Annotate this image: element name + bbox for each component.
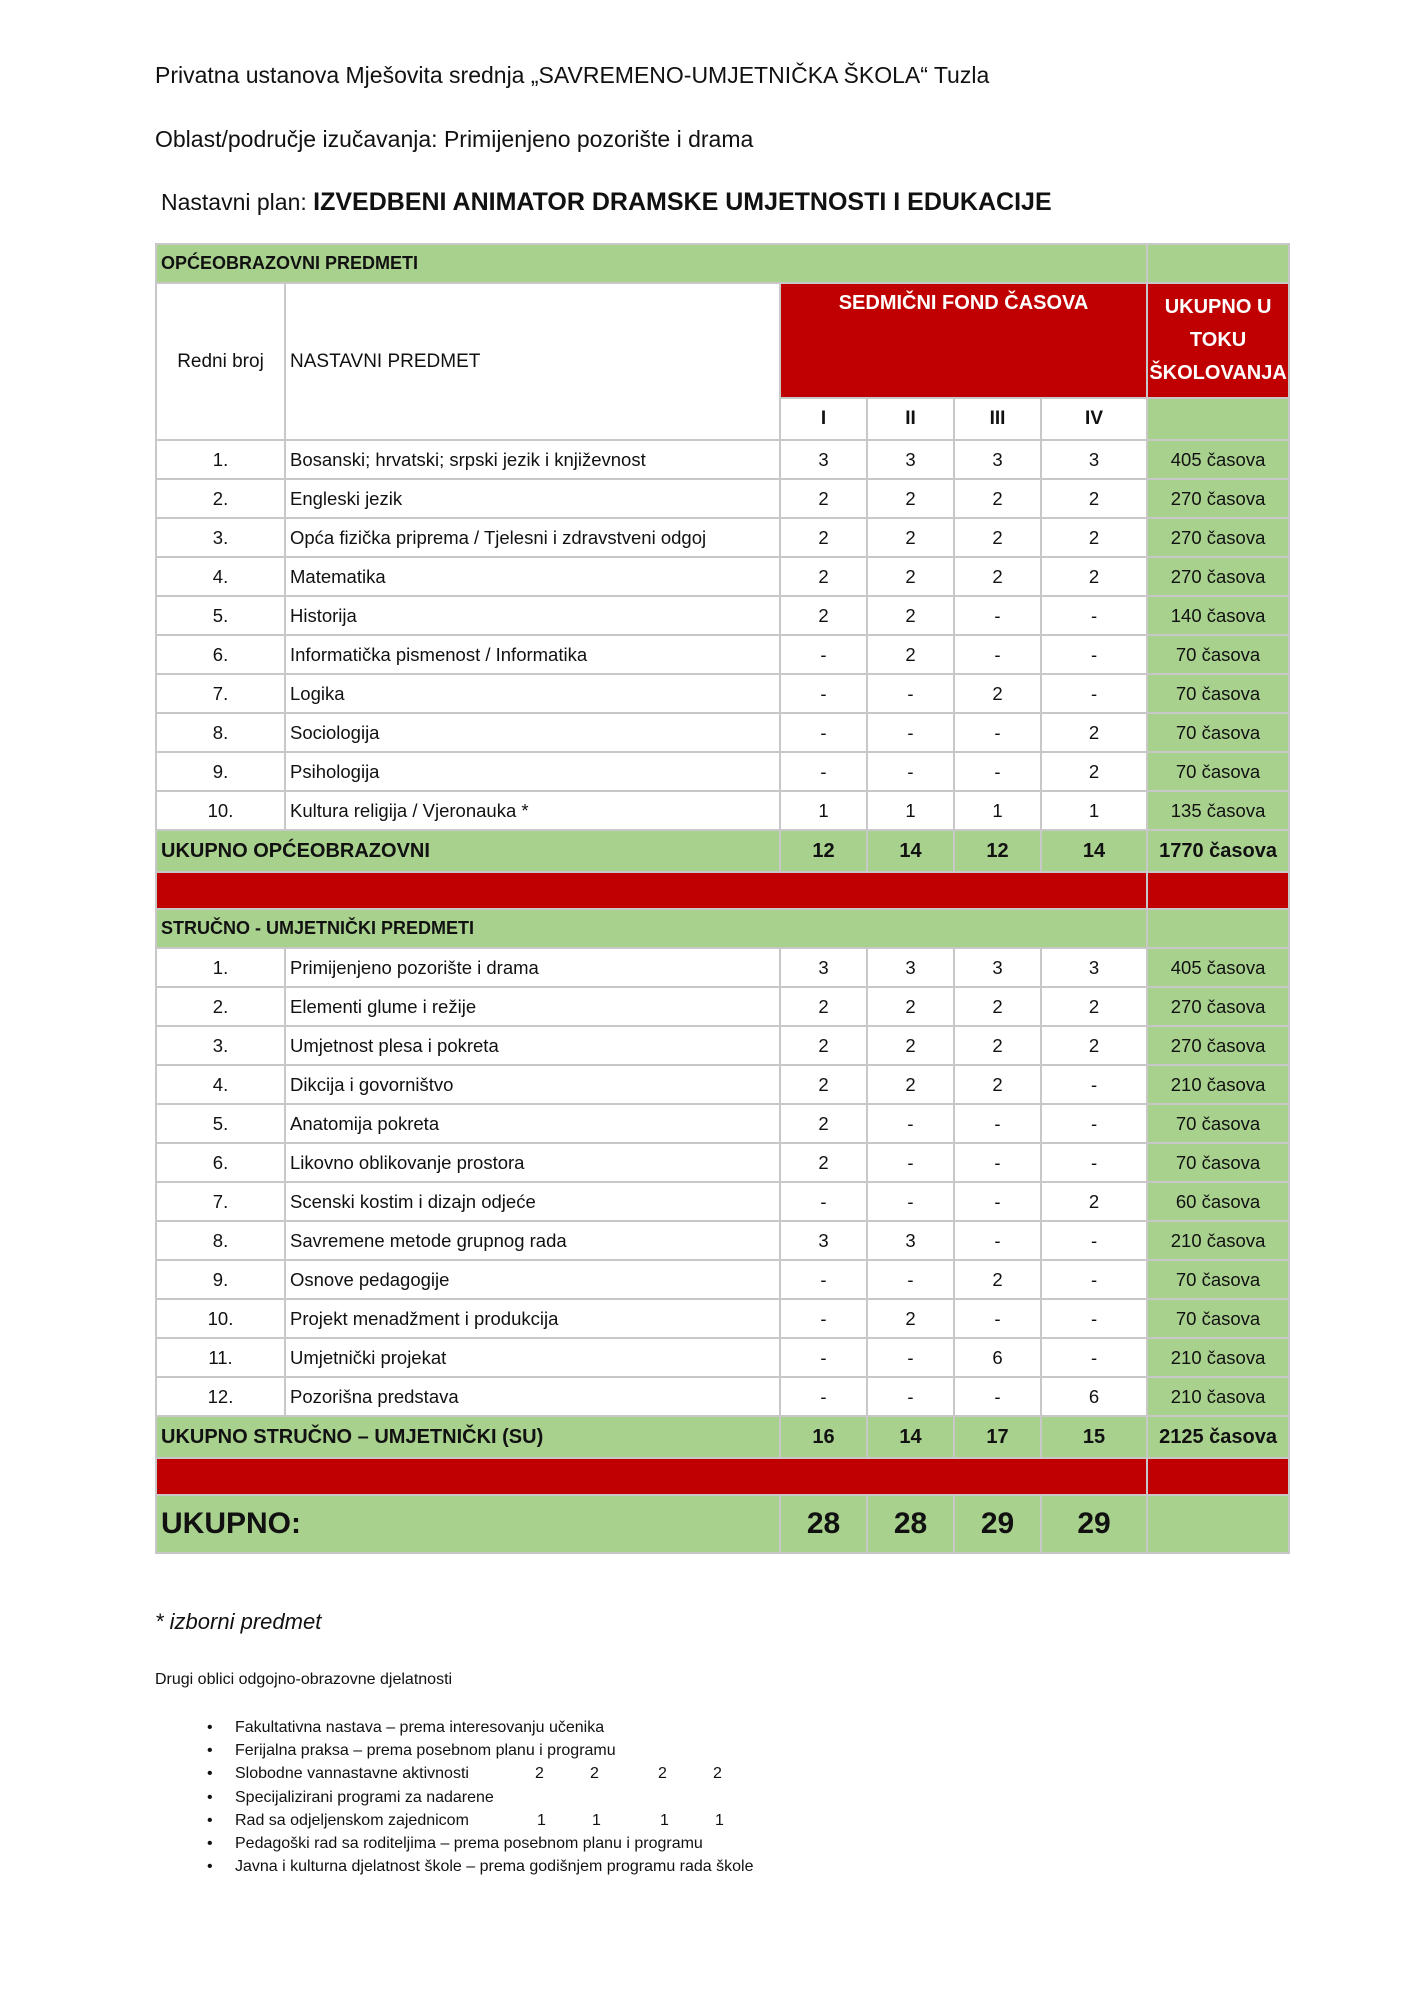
- year-2-hours: -: [867, 1143, 954, 1182]
- row-number: 8.: [156, 713, 285, 752]
- total-hours: 60 časova: [1147, 1182, 1289, 1221]
- other-activity-item: [205, 1739, 754, 1762]
- table-row: [156, 791, 1289, 830]
- year-3-hours: 2: [954, 674, 1041, 713]
- table-row: [156, 518, 1289, 557]
- table-row: [156, 713, 1289, 752]
- subject-name: Psihologija: [285, 752, 780, 791]
- total-hours: 210 časova: [1147, 1221, 1289, 1260]
- total-hours: 405 časova: [1147, 440, 1289, 479]
- year-3-hours: -: [954, 1104, 1041, 1143]
- year-3-hours: -: [954, 596, 1041, 635]
- other-activities-list: [205, 1716, 754, 1878]
- red-divider-2: [156, 1458, 1289, 1495]
- table-row: [156, 1065, 1289, 1104]
- row-number: 6.: [156, 635, 285, 674]
- subject-name: Scenski kostim i dizajn odjeće: [285, 1182, 780, 1221]
- sum-total: 1770 časova: [1147, 830, 1289, 872]
- row-number: 10.: [156, 1299, 285, 1338]
- year-3-hours: -: [954, 1143, 1041, 1182]
- total-hours: 270 časova: [1147, 1026, 1289, 1065]
- year-4-hours: -: [1041, 596, 1147, 635]
- total-hours: 270 časova: [1147, 518, 1289, 557]
- year-4-hours: 2: [1041, 752, 1147, 791]
- row-number: 4.: [156, 557, 285, 596]
- column-header-row: [156, 283, 1289, 398]
- year-4-hours: -: [1041, 1143, 1147, 1182]
- row-number: 3.: [156, 518, 285, 557]
- year-2-hours: 3: [867, 948, 954, 987]
- year-2-hours: -: [867, 752, 954, 791]
- total-hours: 70 časova: [1147, 1299, 1289, 1338]
- grand-total-row: [156, 1495, 1289, 1553]
- year-2-hours: 2: [867, 596, 954, 635]
- sum-year-1: 12: [780, 830, 867, 872]
- year-1-hours: -: [780, 1338, 867, 1377]
- year-3-hours: -: [954, 1299, 1041, 1338]
- row-number: 6.: [156, 1143, 285, 1182]
- plan-title: IZVEDBENI ANIMATOR DRAMSKE UMJETNOSTI I EDUKACIJE: [313, 188, 1052, 216]
- sum-year-3: 29: [954, 1495, 1041, 1553]
- sum-total: [1147, 1495, 1289, 1553]
- row-number: 11.: [156, 1338, 285, 1377]
- other-activity-item: [205, 1832, 754, 1855]
- year-1-hours: -: [780, 1377, 867, 1416]
- footnote-elective: * izborni predmet: [155, 1609, 322, 1634]
- sum-year-4: 15: [1041, 1416, 1147, 1458]
- table-row: [156, 557, 1289, 596]
- year-3-hours: -: [954, 1182, 1041, 1221]
- field-of-study: Oblast/područje izučavanja: Primijenjeno pozorište i drama: [155, 126, 754, 152]
- year-header-4: IV: [1041, 398, 1147, 440]
- table-row: [156, 752, 1289, 791]
- subject-name: Elementi glume i režije: [285, 987, 780, 1026]
- row-number: 2.: [156, 479, 285, 518]
- total-hours: 70 časova: [1147, 713, 1289, 752]
- col-header-total: UKUPNO U TOKU ŠKOLOVANJA: [1147, 283, 1289, 398]
- subject-name: Engleski jezik: [285, 479, 780, 518]
- subject-name: Sociologija: [285, 713, 780, 752]
- year-2-hours: -: [867, 674, 954, 713]
- total-hours: 70 časova: [1147, 1260, 1289, 1299]
- subject-name: Bosanski; hrvatski; srpski jezik i književnost: [285, 440, 780, 479]
- section-title-art: STRUČNO - UMJETNIČKI PREDMETI: [156, 909, 1147, 948]
- activity-text: Specijalizirani programi za nadarene: [235, 1788, 494, 1806]
- year-1-hours: -: [780, 1260, 867, 1299]
- year-1-hours: 2: [780, 518, 867, 557]
- table-row: [156, 1299, 1289, 1338]
- art-subtotal-row: [156, 1416, 1289, 1458]
- year-3-hours: -: [954, 635, 1041, 674]
- year-4-hours: 1: [1041, 791, 1147, 830]
- curriculum-table: [155, 243, 1290, 1554]
- year-1-hours: -: [780, 1299, 867, 1338]
- subject-name: Kultura religija / Vjeronauka *: [285, 791, 780, 830]
- subject-name: Anatomija pokreta: [285, 1104, 780, 1143]
- total-hours: 135 časova: [1147, 791, 1289, 830]
- year-3-hours: 2: [954, 987, 1041, 1026]
- institution-title: Privatna ustanova Mješovita srednja „SAVREMENO-UMJETNIČKA ŠKOLA“ Tuzla: [155, 62, 990, 88]
- year-1-hours: -: [780, 635, 867, 674]
- sum-year-3: 17: [954, 1416, 1041, 1458]
- table-row: [156, 1104, 1289, 1143]
- year-2-hours: 1: [867, 791, 954, 830]
- sum-label: UKUPNO OPĆEOBRAZOVNI: [156, 830, 780, 872]
- red-divider-1: [156, 872, 1289, 909]
- table-row: [156, 948, 1289, 987]
- year-4-hours: 2: [1041, 479, 1147, 518]
- subject-name: Savremene metode grupnog rada: [285, 1221, 780, 1260]
- subject-name: Dikcija i govorništvo: [285, 1065, 780, 1104]
- year-3-hours: -: [954, 1377, 1041, 1416]
- year-2-hours: -: [867, 1260, 954, 1299]
- year-4-hours: -: [1041, 1338, 1147, 1377]
- section-header-general: [156, 244, 1289, 283]
- other-activities-title: Drugi oblici odgojno-obrazovne djelatnosti: [155, 1671, 453, 1688]
- year-3-hours: 2: [954, 479, 1041, 518]
- sum-year-2: 14: [867, 1416, 954, 1458]
- activity-text: Javna i kulturna djelatnost škole – prema godišnjem programu rada škole: [235, 1858, 754, 1876]
- total-hours: 270 časova: [1147, 557, 1289, 596]
- subject-name: Historija: [285, 596, 780, 635]
- total-hours: 210 časova: [1147, 1338, 1289, 1377]
- subject-name: Projekt menadžment i produkcija: [285, 1299, 780, 1338]
- row-number: 5.: [156, 596, 285, 635]
- total-hours: 70 časova: [1147, 1104, 1289, 1143]
- year-3-hours: 2: [954, 1026, 1041, 1065]
- year-1-hours: 2: [780, 1026, 867, 1065]
- year-2-hours: 2: [867, 1026, 954, 1065]
- year-1-hours: -: [780, 713, 867, 752]
- year-4-hours: -: [1041, 1260, 1147, 1299]
- year-4-hours: -: [1041, 1299, 1147, 1338]
- total-hours: 70 časova: [1147, 635, 1289, 674]
- year-4-hours: 6: [1041, 1377, 1147, 1416]
- plan-heading: [161, 188, 1052, 217]
- sum-total: 2125 časova: [1147, 1416, 1289, 1458]
- table-row: [156, 1260, 1289, 1299]
- year-2-hours: 2: [867, 479, 954, 518]
- year-4-hours: 2: [1041, 1026, 1147, 1065]
- year-3-hours: 3: [954, 948, 1041, 987]
- total-hours: 210 časova: [1147, 1065, 1289, 1104]
- year-1-hours: 1: [780, 791, 867, 830]
- sum-year-1: 28: [780, 1495, 867, 1553]
- year-2-hours: -: [867, 1338, 954, 1377]
- year-3-hours: 3: [954, 440, 1041, 479]
- year-4-hours: 2: [1041, 557, 1147, 596]
- year-4-hours: 2: [1041, 518, 1147, 557]
- year-1-hours: 3: [780, 1221, 867, 1260]
- table-row: [156, 1377, 1289, 1416]
- year-1-hours: -: [780, 752, 867, 791]
- year-2-hours: 2: [867, 1065, 954, 1104]
- subject-name: Umjetnost plesa i pokreta: [285, 1026, 780, 1065]
- year-4-hours: -: [1041, 1221, 1147, 1260]
- subject-name: Osnove pedagogije: [285, 1260, 780, 1299]
- other-activity-item: • Rad sa odjeljenskom zajednicom 1 1 1 1: [205, 1809, 754, 1832]
- sum-year-2: 14: [867, 830, 954, 872]
- row-number: 12.: [156, 1377, 285, 1416]
- sum-year-4: 29: [1041, 1495, 1147, 1553]
- table-row: [156, 1221, 1289, 1260]
- table-row: [156, 596, 1289, 635]
- year-1-hours: 2: [780, 987, 867, 1026]
- other-activity-item: • Slobodne vannastavne aktivnosti 2 2 2 2: [205, 1762, 754, 1785]
- subject-name: Matematika: [285, 557, 780, 596]
- year-4-hours: -: [1041, 635, 1147, 674]
- table-row: [156, 987, 1289, 1026]
- sum-label: UKUPNO:: [156, 1495, 780, 1553]
- year-header-3: III: [954, 398, 1041, 440]
- year-3-hours: 2: [954, 1260, 1041, 1299]
- year-2-hours: -: [867, 1377, 954, 1416]
- year-3-hours: -: [954, 752, 1041, 791]
- year-2-hours: 2: [867, 1299, 954, 1338]
- activity-text: Fakultativna nastava – prema interesovanju učenika: [235, 1719, 605, 1736]
- year-2-hours: -: [867, 1104, 954, 1143]
- other-activity-item: [205, 1786, 754, 1809]
- year-3-hours: -: [954, 1221, 1041, 1260]
- year-3-hours: 2: [954, 1065, 1041, 1104]
- total-hours: 140 časova: [1147, 596, 1289, 635]
- table-row: [156, 1026, 1289, 1065]
- row-number: 2.: [156, 987, 285, 1026]
- year-4-hours: 2: [1041, 987, 1147, 1026]
- col-header-number: Redni broj: [156, 283, 285, 440]
- sum-year-3: 12: [954, 830, 1041, 872]
- table-row: [156, 440, 1289, 479]
- total-hours: 70 časova: [1147, 674, 1289, 713]
- year-4-hours: -: [1041, 1104, 1147, 1143]
- table-row: [156, 674, 1289, 713]
- row-number: 7.: [156, 674, 285, 713]
- col-header-weekly: SEDMIČNI FOND ČASOVA: [780, 283, 1147, 398]
- plan-label: Nastavni plan:: [161, 189, 314, 215]
- year-3-hours: 2: [954, 557, 1041, 596]
- subject-name: Logika: [285, 674, 780, 713]
- year-4-hours: 3: [1041, 440, 1147, 479]
- year-2-hours: 2: [867, 987, 954, 1026]
- table-row: [156, 1338, 1289, 1377]
- year-2-hours: 2: [867, 518, 954, 557]
- total-hours: 210 časova: [1147, 1377, 1289, 1416]
- row-number: 10.: [156, 791, 285, 830]
- year-4-hours: 3: [1041, 948, 1147, 987]
- total-hours: 405 časova: [1147, 948, 1289, 987]
- subject-name: Informatička pismenost / Informatika: [285, 635, 780, 674]
- year-2-hours: -: [867, 713, 954, 752]
- year-2-hours: 2: [867, 635, 954, 674]
- subject-name: Pozorišna predstava: [285, 1377, 780, 1416]
- year-2-hours: 2: [867, 557, 954, 596]
- year-2-hours: -: [867, 1182, 954, 1221]
- table-row: [156, 1182, 1289, 1221]
- col-header-subject: NASTAVNI PREDMET: [285, 283, 780, 440]
- table-row: [156, 479, 1289, 518]
- activity-text: Ferijalna praksa – prema posebnom planu i programu: [235, 1742, 616, 1760]
- sum-year-1: 16: [780, 1416, 867, 1458]
- year-3-hours: 1: [954, 791, 1041, 830]
- section-header-art: [156, 909, 1289, 948]
- year-1-hours: 2: [780, 1104, 867, 1143]
- year-3-hours: -: [954, 713, 1041, 752]
- year-1-hours: 2: [780, 1143, 867, 1182]
- subject-name: Primijenjeno pozorište i drama: [285, 948, 780, 987]
- activity-text: Pedagoški rad sa roditeljima – prema posebnom planu i programu: [235, 1835, 703, 1853]
- year-2-hours: 3: [867, 1221, 954, 1260]
- table-row: [156, 1143, 1289, 1182]
- year-1-hours: 2: [780, 479, 867, 518]
- general-subtotal-row: [156, 830, 1289, 872]
- year-1-hours: 2: [780, 1065, 867, 1104]
- subject-name: Opća fizička priprema / Tjelesni i zdravstveni odgoj: [285, 518, 780, 557]
- other-activity-item: [205, 1855, 754, 1878]
- activity-text: Slobodne vannastavne aktivnosti: [235, 1765, 469, 1783]
- total-hours: 270 časova: [1147, 987, 1289, 1026]
- sum-year-2: 28: [867, 1495, 954, 1553]
- activity-text: Rad sa odjeljenskom zajednicom: [235, 1811, 469, 1829]
- year-4-hours: -: [1041, 1065, 1147, 1104]
- year-4-hours: 2: [1041, 1182, 1147, 1221]
- year-1-hours: -: [780, 1182, 867, 1221]
- row-number: 1.: [156, 440, 285, 479]
- year-3-hours: 6: [954, 1338, 1041, 1377]
- year-3-hours: 2: [954, 518, 1041, 557]
- year-4-hours: -: [1041, 674, 1147, 713]
- year-1-hours: 3: [780, 948, 867, 987]
- row-number: 1.: [156, 948, 285, 987]
- row-number: 8.: [156, 1221, 285, 1260]
- year-4-hours: 2: [1041, 713, 1147, 752]
- other-activity-item: [205, 1716, 754, 1739]
- year-1-hours: -: [780, 674, 867, 713]
- year-2-hours: 3: [867, 440, 954, 479]
- row-number: 4.: [156, 1065, 285, 1104]
- section-title-general: OPĆEOBRAZOVNI PREDMETI: [156, 244, 1147, 283]
- row-number: 9.: [156, 752, 285, 791]
- sum-label: UKUPNO STRUČNO – UMJETNIČKI (SU): [156, 1416, 780, 1458]
- table-row: [156, 635, 1289, 674]
- row-number: 5.: [156, 1104, 285, 1143]
- total-hours: 70 časova: [1147, 1143, 1289, 1182]
- subject-name: Umjetnički projekat: [285, 1338, 780, 1377]
- row-number: 9.: [156, 1260, 285, 1299]
- year-1-hours: 2: [780, 557, 867, 596]
- year-header-1: I: [780, 398, 867, 440]
- sum-year-4: 14: [1041, 830, 1147, 872]
- year-header-2: II: [867, 398, 954, 440]
- row-number: 3.: [156, 1026, 285, 1065]
- subject-name: Likovno oblikovanje prostora: [285, 1143, 780, 1182]
- row-number: 7.: [156, 1182, 285, 1221]
- year-1-hours: 2: [780, 596, 867, 635]
- total-hours: 70 časova: [1147, 752, 1289, 791]
- total-hours: 270 časova: [1147, 479, 1289, 518]
- year-1-hours: 3: [780, 440, 867, 479]
